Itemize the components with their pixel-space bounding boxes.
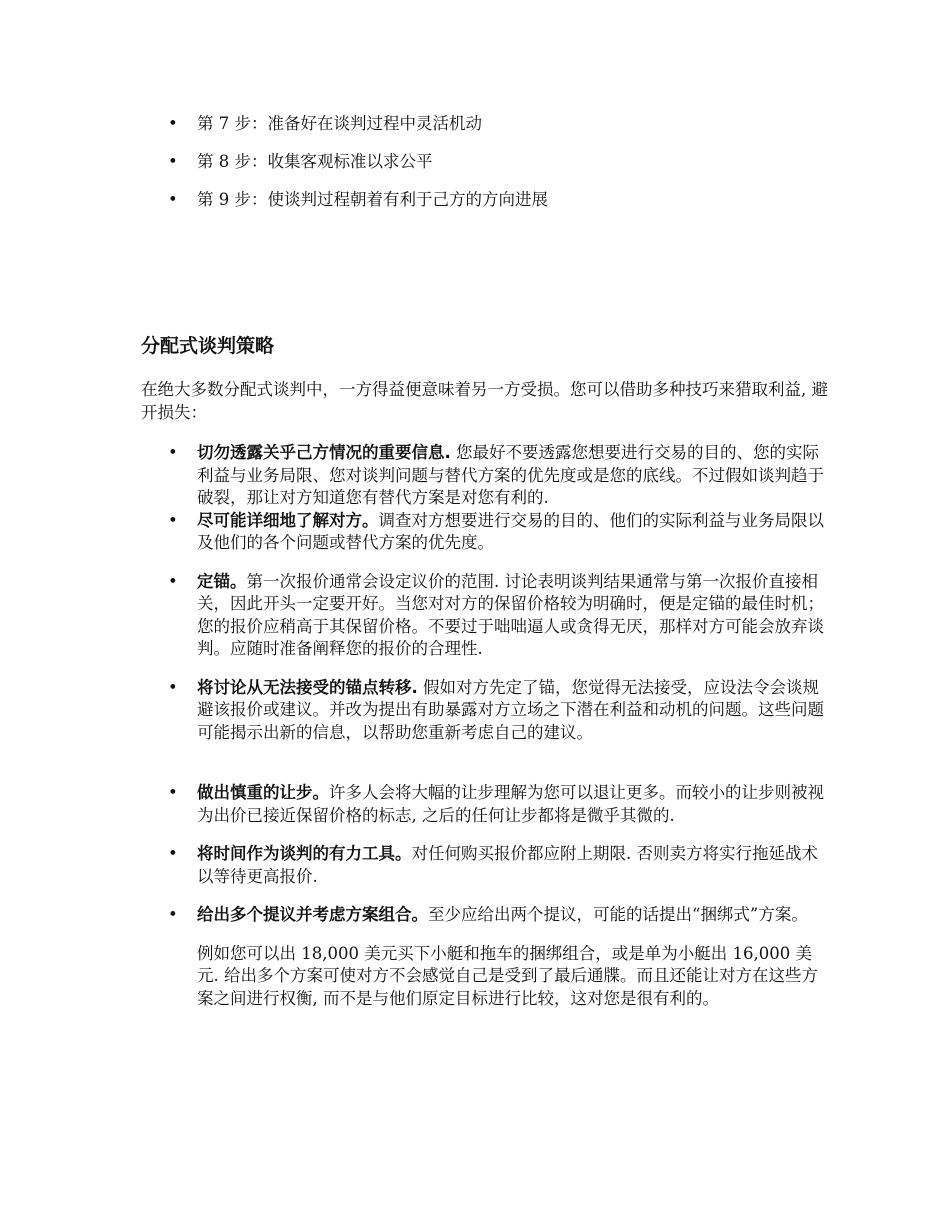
step-text: 第 9 步：使谈判过程朝着有利于己方的方向进展: [197, 190, 548, 209]
tactic-title: 尽可能详细地了解对方。: [197, 510, 379, 530]
tactic-title: 将时间作为谈判的有力工具。: [197, 844, 412, 863]
bullet-icon: •: [168, 152, 178, 171]
tactic-text: 对任何购买报价都应附上期限. 否则卖方将实行拖延战术以等待更高报价.: [197, 844, 818, 886]
list-item: [168, 113, 868, 135]
tactic-text: 假如对方先定了锚，您觉得无法接受，应设法令会谈规避该报价或建议。并改为提出有助暴露对方立场之下潜在利益和动机的问题。这些问题可能揭示出新的信息，以帮助您重新考虑自己的建议。: [197, 677, 824, 742]
list-item: [168, 442, 828, 510]
list-item: [168, 189, 868, 211]
tactic-title: 将讨论从无法接受的锚点转移.: [197, 677, 418, 697]
step-text: 第 7 步：准备好在谈判过程中灵活机动: [197, 114, 482, 133]
tactic-title: 定锚。: [197, 571, 247, 591]
list-item: [168, 151, 868, 173]
tactic-title: 做出慎重的让步。: [197, 783, 329, 802]
tactic-text: 调查对方想要进行交易的目的、他们的实际利益与业务局限以及他们的各个问题或替代方案的优先度。: [197, 510, 824, 552]
example-paragraph: 例如您可以出 18,000 美元买下小艇和拖车的捆绑组合，或是单为小艇出 16,000 美元. 给出多个方案可使对方不会感觉自己是受到了最后通牒。而且还能让对方在这些方案之间进行权衡, 而不是与他们原定目标进行比较，这对您是很有利的。: [197, 943, 818, 1008]
bullet-icon: •: [168, 905, 178, 924]
bullet-icon: •: [168, 114, 178, 133]
tactic-title: 切勿透露关乎己方情况的重要信息.: [197, 443, 451, 462]
bullet-icon: •: [168, 510, 178, 530]
bullet-icon: •: [168, 783, 178, 802]
tactic-title: 给出多个提议并考虑方案组合。: [197, 905, 428, 924]
tactics-list: [168, 442, 828, 1010]
tactic-text: 您最好不要透露您想要进行交易的目的、您的实际利益与业务局限、您对谈判问题与替代方案的优先度或是您的底线。不过假如谈判趋于破裂，那让对方知道您有替代方案是对您有利的.: [197, 443, 824, 507]
list-item: [168, 677, 828, 745]
list-item: [168, 843, 828, 888]
bullet-icon: •: [168, 571, 178, 591]
tactic-text: 至少应给出两个提议，可能的话提出“捆绑式”方案。: [428, 905, 808, 924]
section-heading: 分配式谈判策略: [141, 335, 275, 357]
bullet-icon: •: [168, 190, 178, 209]
list-item: [168, 904, 828, 1010]
bullet-icon: •: [168, 677, 178, 697]
list-item: [168, 510, 828, 555]
steps-list: [168, 113, 868, 227]
section-intro: 在绝大多数分配式谈判中，一方得益便意味着另一方受损。您可以借助多种技巧来猎取利益, 避开损失：: [141, 380, 828, 422]
list-item: [168, 782, 828, 827]
tactic-text: 第一次报价通常会设定议价的范围. 讨论表明谈判结果通常与第一次报价直接相关，因此开头一定要开好。当您对对方的保留价格较为明确时，便是定锚的最佳时机；您的报价应稍高于其保留价格。不要过于咄咄逼人或贪得无厌，那样对方可能会放弃谈判。应随时准备阐释您的报价的合理性.: [197, 571, 824, 658]
tactic-text: 许多人会将大幅的让步理解为您可以退让更多。而较小的让步则被视为出价已接近保留价格的标志, 之后的任何让步都将是微乎其微的.: [197, 783, 824, 825]
list-item: [168, 571, 828, 661]
bullet-icon: •: [168, 844, 178, 863]
step-text: 第 8 步：收集客观标准以求公平: [197, 152, 433, 171]
bullet-icon: •: [168, 443, 178, 462]
